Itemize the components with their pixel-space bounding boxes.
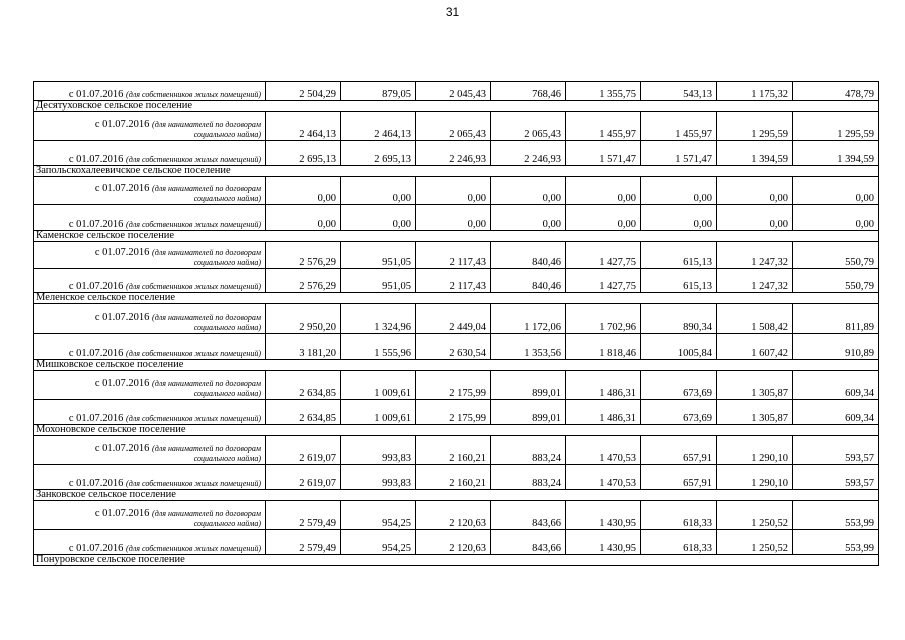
value-cell: 1 353,56 (491, 334, 566, 360)
value-cell: 2 449,04 (416, 304, 491, 334)
value-cell: 910,89 (793, 334, 879, 360)
value-cell: 1 607,42 (717, 334, 793, 360)
section-row (34, 231, 879, 242)
row-note: (для собственников жилых помещений) (126, 479, 261, 488)
table-body (34, 82, 879, 566)
value-cell: 1 290,10 (717, 436, 793, 465)
value-cell: 593,57 (793, 465, 879, 490)
page-number: 31 (445, 5, 460, 19)
value-cell: 2 246,93 (491, 141, 566, 166)
tariff-table (33, 81, 879, 566)
table-row (34, 242, 879, 269)
value-cell: 2 950,20 (266, 304, 341, 334)
value-cell: 954,25 (341, 530, 416, 555)
row-note: социального найма) (193, 519, 261, 528)
value-cell: 2 619,07 (266, 465, 341, 490)
section-title: Меленское сельское поселение (34, 293, 879, 304)
row-note: (для собственников жилых помещений) (126, 544, 261, 553)
value-cell: 811,89 (793, 304, 879, 334)
value-cell: 0,00 (341, 177, 416, 205)
value-cell: 2 464,13 (341, 112, 416, 141)
value-cell: 993,83 (341, 436, 416, 465)
value-cell: 2 619,07 (266, 436, 341, 465)
value-cell: 0,00 (266, 177, 341, 205)
value-cell: 0,00 (341, 205, 416, 231)
row-label (34, 177, 266, 205)
value-cell: 1 486,31 (566, 400, 641, 425)
value-cell: 1 250,52 (717, 501, 793, 530)
row-date: с 01.07.2016 (94, 443, 150, 454)
value-cell: 0,00 (416, 205, 491, 231)
value-cell: 1 702,96 (566, 304, 641, 334)
value-cell: 2 504,29 (266, 82, 341, 101)
value-cell: 0,00 (717, 177, 793, 205)
value-cell: 1 250,52 (717, 530, 793, 555)
value-cell: 0,00 (566, 177, 641, 205)
value-cell: 2 160,21 (416, 465, 491, 490)
value-cell: 2 160,21 (416, 436, 491, 465)
table-row (34, 269, 879, 293)
value-cell: 879,05 (341, 82, 416, 101)
table-row (34, 400, 879, 425)
row-note: (для нанимателей по договорам (152, 248, 261, 257)
value-cell: 1 247,32 (717, 242, 793, 269)
value-cell: 553,99 (793, 530, 879, 555)
row-note: (для нанимателей по договорам (152, 509, 261, 518)
row-date: с 01.07.2016 (68, 89, 124, 100)
value-cell: 2 120,63 (416, 530, 491, 555)
table-row (34, 205, 879, 231)
row-note: (для собственников жилых помещений) (126, 220, 261, 229)
row-label (34, 501, 266, 530)
row-label (34, 400, 266, 425)
value-cell: 843,66 (491, 501, 566, 530)
row-date: с 01.07.2016 (68, 219, 124, 230)
value-cell: 2 695,13 (266, 141, 341, 166)
value-cell: 1 571,47 (566, 141, 641, 166)
value-cell: 843,66 (491, 530, 566, 555)
row-date: с 01.07.2016 (94, 508, 150, 519)
value-cell: 1 430,95 (566, 501, 641, 530)
row-note: (для нанимателей по договорам (152, 379, 261, 388)
row-note: (для собственников жилых помещений) (126, 282, 261, 291)
value-cell: 2 246,93 (416, 141, 491, 166)
value-cell: 2 117,43 (416, 269, 491, 293)
value-cell: 2 120,63 (416, 501, 491, 530)
value-cell: 1 355,75 (566, 82, 641, 101)
table-row (34, 334, 879, 360)
section-row (34, 425, 879, 436)
value-cell: 883,24 (491, 436, 566, 465)
value-cell: 0,00 (566, 205, 641, 231)
value-cell: 1 295,59 (793, 112, 879, 141)
value-cell: 1 175,32 (717, 82, 793, 101)
value-cell: 609,34 (793, 371, 879, 400)
row-date: с 01.07.2016 (68, 154, 124, 165)
value-cell: 2 630,54 (416, 334, 491, 360)
section-title: Мишковское сельское поселение (34, 360, 879, 371)
value-cell: 883,24 (491, 465, 566, 490)
value-cell: 1 470,53 (566, 465, 641, 490)
value-cell: 1 555,96 (341, 334, 416, 360)
value-cell: 618,33 (641, 530, 717, 555)
row-label (34, 242, 266, 269)
value-cell: 550,79 (793, 242, 879, 269)
row-label (34, 304, 266, 334)
value-cell: 1 394,59 (717, 141, 793, 166)
value-cell: 543,13 (641, 82, 717, 101)
section-title: Десятуховское сельское поселение (34, 101, 879, 112)
value-cell: 478,79 (793, 82, 879, 101)
section-row (34, 490, 879, 501)
value-cell: 2 695,13 (341, 141, 416, 166)
row-date: с 01.07.2016 (94, 312, 150, 323)
value-cell: 2 117,43 (416, 242, 491, 269)
value-cell: 993,83 (341, 465, 416, 490)
row-label (34, 334, 266, 360)
value-cell: 1 394,59 (793, 141, 879, 166)
value-cell: 0,00 (717, 205, 793, 231)
value-cell: 0,00 (266, 205, 341, 231)
row-note: (для собственников жилых помещений) (126, 90, 261, 99)
value-cell: 1 427,75 (566, 242, 641, 269)
value-cell: 1 427,75 (566, 269, 641, 293)
value-cell: 615,13 (641, 242, 717, 269)
table-row (34, 465, 879, 490)
table-row (34, 141, 879, 166)
value-cell: 657,91 (641, 465, 717, 490)
value-cell: 1 305,87 (717, 371, 793, 400)
table-row (34, 436, 879, 465)
row-label (34, 82, 266, 101)
section-row (34, 360, 879, 371)
row-label (34, 371, 266, 400)
row-note: социального найма) (193, 130, 261, 139)
value-cell: 1 324,96 (341, 304, 416, 334)
value-cell: 1 470,53 (566, 436, 641, 465)
value-cell: 1 430,95 (566, 530, 641, 555)
table-row (34, 177, 879, 205)
row-date: с 01.07.2016 (94, 119, 150, 130)
section-title: Мохоновское сельское поселение (34, 425, 879, 436)
row-label (34, 530, 266, 555)
value-cell: 0,00 (793, 205, 879, 231)
value-cell: 890,34 (641, 304, 717, 334)
value-cell: 3 181,20 (266, 334, 341, 360)
row-label (34, 205, 266, 231)
value-cell: 673,69 (641, 400, 717, 425)
section-row (34, 166, 879, 177)
section-title: Каменское сельское поселение (34, 231, 879, 242)
value-cell: 1 455,97 (641, 112, 717, 141)
row-note: (для нанимателей по договорам (152, 184, 261, 193)
value-cell: 1 486,31 (566, 371, 641, 400)
value-cell: 1 295,59 (717, 112, 793, 141)
row-date: с 01.07.2016 (68, 281, 124, 292)
value-cell: 0,00 (793, 177, 879, 205)
value-cell: 1005,84 (641, 334, 717, 360)
table-row (34, 82, 879, 101)
value-cell: 899,01 (491, 400, 566, 425)
table-row (34, 304, 879, 334)
value-cell: 2 175,99 (416, 400, 491, 425)
row-note: (для нанимателей по договорам (152, 120, 261, 129)
row-label (34, 112, 266, 141)
section-row (34, 101, 879, 112)
value-cell: 840,46 (491, 242, 566, 269)
value-cell: 2 579,49 (266, 530, 341, 555)
value-cell: 2 065,43 (416, 112, 491, 141)
value-cell: 1 290,10 (717, 465, 793, 490)
section-title: Понуровское сельское поселение (34, 555, 879, 566)
row-note: социального найма) (193, 258, 261, 267)
row-note: социального найма) (193, 454, 261, 463)
row-date: с 01.07.2016 (94, 247, 150, 258)
table-row (34, 530, 879, 555)
table-row (34, 501, 879, 530)
row-note: (для нанимателей по договорам (152, 313, 261, 322)
value-cell: 0,00 (491, 205, 566, 231)
row-note: (для собственников жилых помещений) (126, 414, 261, 423)
row-date: с 01.07.2016 (68, 543, 124, 554)
row-note: (для нанимателей по договорам (152, 444, 261, 453)
value-cell: 2 464,13 (266, 112, 341, 141)
row-label (34, 141, 266, 166)
row-label (34, 465, 266, 490)
value-cell: 2 175,99 (416, 371, 491, 400)
row-note: социального найма) (193, 194, 261, 203)
value-cell: 1 455,97 (566, 112, 641, 141)
value-cell: 1 818,46 (566, 334, 641, 360)
value-cell: 2 065,43 (491, 112, 566, 141)
value-cell: 768,46 (491, 82, 566, 101)
value-cell: 0,00 (641, 177, 717, 205)
value-cell: 553,99 (793, 501, 879, 530)
value-cell: 2 634,85 (266, 371, 341, 400)
row-label (34, 436, 266, 465)
value-cell: 2 045,43 (416, 82, 491, 101)
row-date: с 01.07.2016 (68, 348, 124, 359)
value-cell: 1 508,42 (717, 304, 793, 334)
value-cell: 2 579,49 (266, 501, 341, 530)
value-cell: 1 009,61 (341, 371, 416, 400)
value-cell: 0,00 (641, 205, 717, 231)
value-cell: 615,13 (641, 269, 717, 293)
row-date: с 01.07.2016 (68, 413, 124, 424)
value-cell: 1 305,87 (717, 400, 793, 425)
row-date: с 01.07.2016 (94, 378, 150, 389)
table-row (34, 371, 879, 400)
value-cell: 593,57 (793, 436, 879, 465)
value-cell: 951,05 (341, 242, 416, 269)
section-row (34, 555, 879, 566)
value-cell: 1 009,61 (341, 400, 416, 425)
table-row (34, 112, 879, 141)
value-cell: 673,69 (641, 371, 717, 400)
row-label (34, 269, 266, 293)
row-note: (для собственников жилых помещений) (126, 349, 261, 358)
row-note: социального найма) (193, 389, 261, 398)
value-cell: 609,34 (793, 400, 879, 425)
value-cell: 951,05 (341, 269, 416, 293)
value-cell: 0,00 (416, 177, 491, 205)
value-cell: 618,33 (641, 501, 717, 530)
row-note: (для собственников жилых помещений) (126, 155, 261, 164)
row-note: социального найма) (193, 323, 261, 332)
section-title: Занковское сельское поселение (34, 490, 879, 501)
value-cell: 2 634,85 (266, 400, 341, 425)
row-date: с 01.07.2016 (94, 183, 150, 194)
value-cell: 550,79 (793, 269, 879, 293)
section-title: Запольскохалеевичское сельское поселение (34, 166, 879, 177)
value-cell: 0,00 (491, 177, 566, 205)
value-cell: 1 172,06 (491, 304, 566, 334)
value-cell: 840,46 (491, 269, 566, 293)
value-cell: 2 576,29 (266, 269, 341, 293)
section-row (34, 293, 879, 304)
value-cell: 1 571,47 (641, 141, 717, 166)
value-cell: 1 247,32 (717, 269, 793, 293)
value-cell: 899,01 (491, 371, 566, 400)
value-cell: 2 576,29 (266, 242, 341, 269)
row-date: с 01.07.2016 (68, 478, 124, 489)
value-cell: 657,91 (641, 436, 717, 465)
value-cell: 954,25 (341, 501, 416, 530)
